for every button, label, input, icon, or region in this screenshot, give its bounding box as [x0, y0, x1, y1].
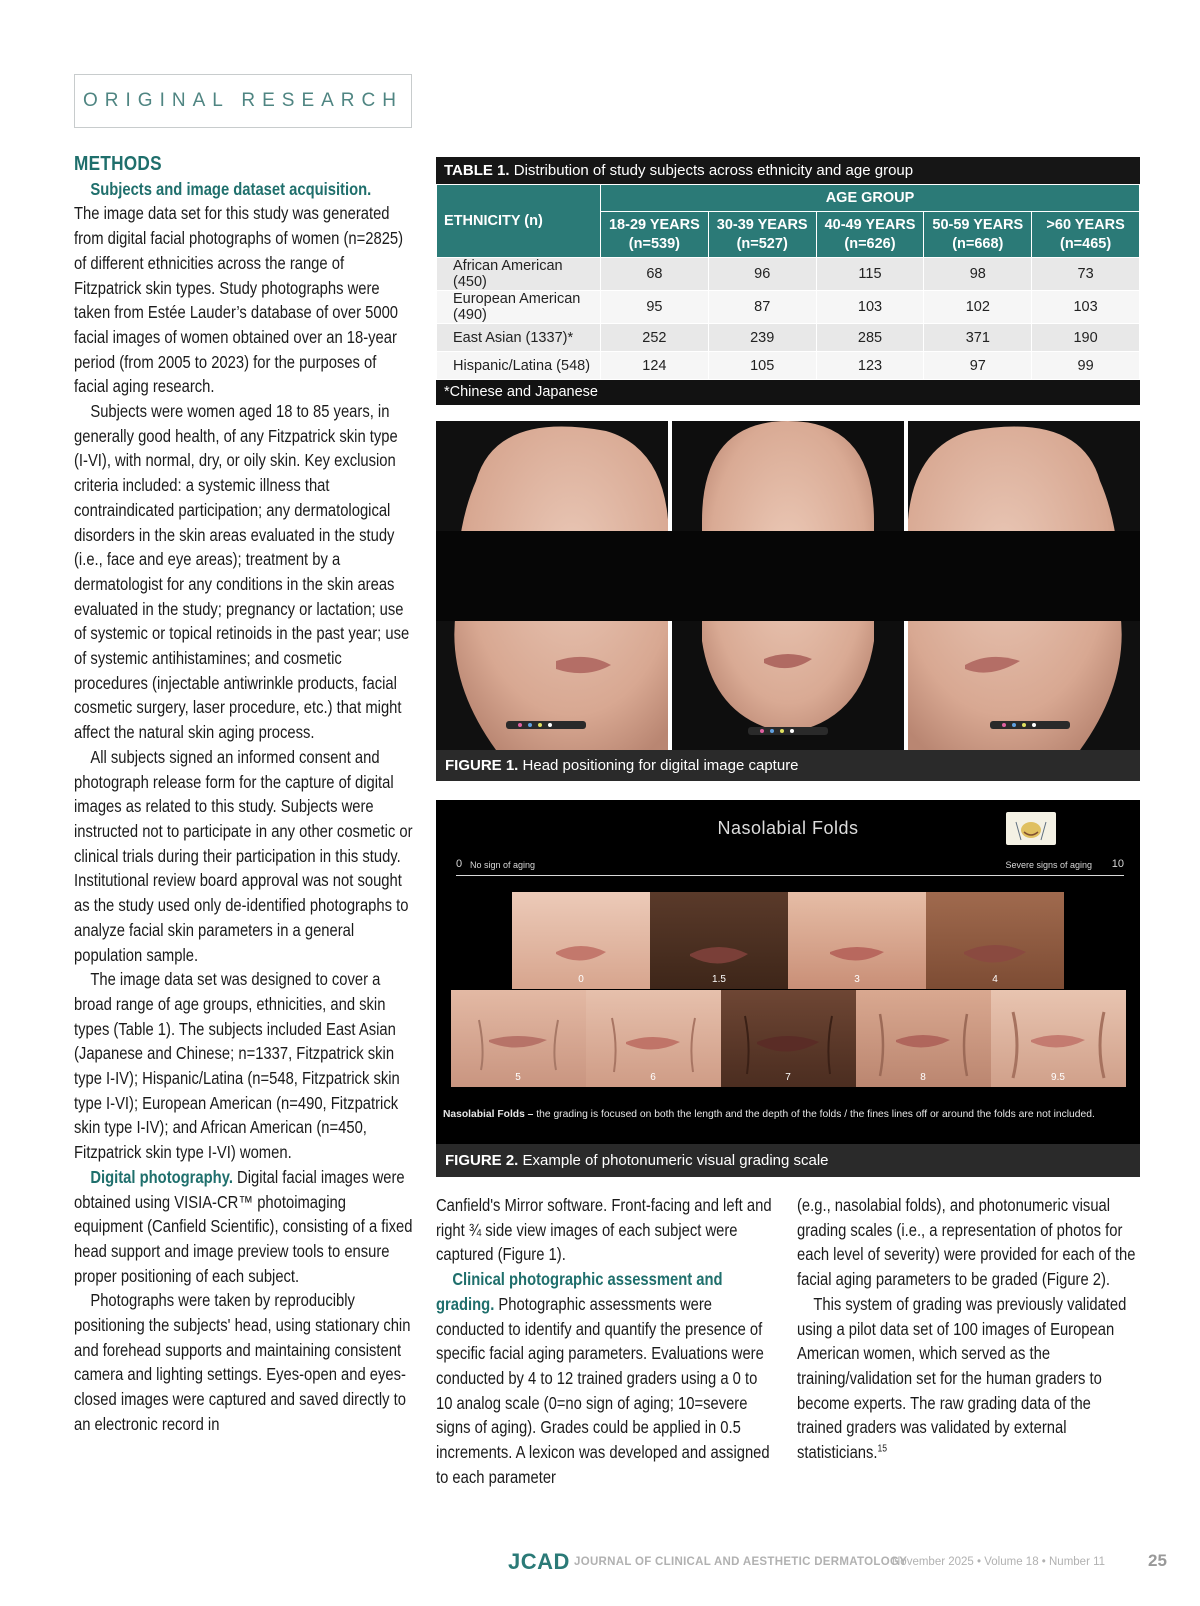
- grade-photo: [721, 990, 856, 1087]
- table-cell: 96: [708, 258, 816, 291]
- grade-photo: [650, 892, 788, 989]
- figure-2-title: Nasolabial Folds: [717, 818, 859, 838]
- row-label: African American (450): [437, 258, 601, 291]
- paragraph: The image data set was designed to cover a broad range of age groups, ethnicities, and skin types (Table 1). The subjects included East Asian (Japanese and Chinese; n=1337, Fitzpatrick skin type I-IV); Hispanic/Latina (n=548, Fitzpatrick skin type I-VI); European American (n=490, Fitzpatrick skin type I-IV); and African American (n=450, Fitzpatrick skin type I-VI) women.: [74, 969, 400, 1163]
- table-cell: 285: [816, 324, 924, 352]
- reference-number: 15: [877, 1443, 888, 1455]
- subheading-clinical-assessment: Clinical photographic assessment and grading.: [436, 1269, 723, 1314]
- grade-photo: [586, 990, 721, 1087]
- subheading-subjects: Subjects and image dataset acquisition.: [90, 178, 372, 199]
- eye-censor-bar: [436, 531, 1140, 621]
- grade-label: 8: [920, 1072, 926, 1083]
- table-cell: 103: [1032, 291, 1140, 324]
- figure-2-note: Nasolabial Folds – the grading is focused on both the length and the depth of the folds / the fines lines off or around the folds are not included.: [443, 1109, 1095, 1120]
- column-header: 40-49 YEARS (n=626): [816, 212, 924, 258]
- issue-info: November 2025 • Volume 18 • Number 11: [892, 1556, 1106, 1568]
- grade-label: 5: [515, 1072, 521, 1083]
- page-footer: [0, 1549, 1200, 1575]
- paragraph: Subjects were women aged 18 to 85 years, in generally good health, of any Fitzpatrick skin type (I-VI), with normal, dry, or oily skin. Key exclusion criteria included: a systemic illness that contraindicated participation; any dermatological disorders in the skin areas evaluated in the study (i.e., face and eye areas); treatment by a dermatologist for any conditions in the skin areas evaluated in the study; pregnancy or lactation; use of systemic or topical retinoids in the past year; use of systemic antihistamines; and cosmetic procedures (injectable antiwrinkle products, facial cosmetic surgery, laser procedure, etc.) that might affect the natural skin aging process.: [74, 401, 410, 743]
- table-cell: 105: [708, 352, 816, 380]
- figure-2: [436, 800, 1140, 1177]
- table-row: [437, 291, 1140, 324]
- paragraph: All subjects signed an informed consent and photograph release form for the capture of digital images as related to this study. Subjects were instructed not to participate in any other cosmetic or clinical trials during their participation in this study. Institutional review board approval was not sought as the study used only de-identified photographs to analyze facial skin parameters in a general population sample.: [74, 746, 413, 965]
- table-cell: 102: [924, 291, 1032, 324]
- grade-label: 7: [785, 1072, 791, 1083]
- table-label: TABLE 1.: [444, 162, 510, 179]
- grade-label: 9.5: [1051, 1072, 1065, 1083]
- grading-row-2: [436, 990, 1140, 1087]
- column-header: >60 YEARS (n=465): [1032, 212, 1140, 258]
- scale-min-label: No sign of aging: [470, 860, 536, 870]
- row-label: European American (490): [437, 291, 601, 324]
- table-cell: 95: [601, 291, 709, 324]
- table-caption: [436, 157, 1140, 184]
- figure-1-caption: FIGURE 1. Head positioning for digital image capture: [436, 750, 1140, 781]
- scale-max: 10: [1111, 858, 1124, 870]
- ethnicity-header: ETHNICITY (n): [437, 185, 601, 258]
- table-cell: 371: [924, 324, 1032, 352]
- table-footnote: *Chinese and Japanese: [436, 380, 1140, 405]
- row-label: East Asian (1337)*: [437, 324, 601, 352]
- table-caption-text: Distribution of study subjects across ethnicity and age group: [509, 162, 914, 179]
- paragraph-inline: Photographic assessments were conducted to identify and quantify the presence of specific facial aging parameters. Evaluations were conducted by 4 to 12 trained graders using a 0 to 10 analog scale (0=no sign of aging; 10=severe signs of aging). Grades could be applied in 0.5 increments. A lexicon was developed and assigned to each parameter: [436, 1293, 770, 1487]
- column-header: 50-59 YEARS (n=668): [924, 212, 1032, 258]
- grade-label: 1.5: [712, 974, 726, 985]
- table-cell: 123: [816, 352, 924, 380]
- grade-label: 0: [578, 974, 584, 985]
- age-group-header: AGE GROUP: [601, 185, 1140, 212]
- figure-1-photos: [436, 421, 1140, 750]
- left-column-text: [74, 152, 415, 1437]
- figure-2-caption: FIGURE 2. Example of photonumeric visual grading scale: [436, 1144, 1140, 1177]
- grading-scale-logo: [1006, 812, 1056, 845]
- grade-photo: [926, 892, 1064, 989]
- paragraph: Canfield's Mirror software. Front-facing and left and right ¾ side view images of each subject were captured (Figure 1).: [436, 1195, 772, 1265]
- grade-photo: [788, 892, 926, 989]
- table-1: [436, 157, 1140, 403]
- right-column: [797, 1193, 1137, 1465]
- row-label: Hispanic/Latina (548): [437, 352, 601, 380]
- table-row: [437, 324, 1140, 352]
- table-cell: 190: [1032, 324, 1140, 352]
- figure-1: [436, 421, 1140, 781]
- table-cell: 124: [601, 352, 709, 380]
- grade-photo: [451, 990, 586, 1087]
- table-cell: 252: [601, 324, 709, 352]
- paragraph: The image data set for this study was generated from digital facial photographs of women (n=2825) of different ethnicities across the range of Fitzpatrick skin types. Study photographs were taken from Estée Lauder’s database of over 5000 facial images of women obtained over an 18-year period (from 2005 to 2023) for the purposes of facial aging research.: [74, 203, 404, 397]
- journal-name: JOURNAL OF CLINICAL AND AESTHETIC DERMATOLOGY: [574, 1556, 908, 1568]
- table-cell: 99: [1032, 352, 1140, 380]
- table-grid: [436, 184, 1140, 380]
- paragraph: Photographs were taken by reproducibly positioning the subjects' head, using stationary chin and forehead supports and maintaining consistent camera and lighting settings. Eyes-open and eyes-closed images were captured and saved directly to an electronic record in: [74, 1290, 411, 1434]
- section-label: ORIGINAL RESEARCH: [74, 74, 412, 128]
- grading-scale-axis: [456, 875, 1124, 876]
- table-cell: 87: [708, 291, 816, 324]
- table-cell: 239: [708, 324, 816, 352]
- left-column: [74, 152, 414, 1437]
- paragraph: (e.g., nasolabial folds), and photonumeric visual grading scales (i.e., a representation of photos for each level of severity) were provided for each of the facial aging parameters to be graded (Figure 2).: [797, 1195, 1136, 1290]
- right-column-text: [797, 1193, 1138, 1465]
- grade-label: 6: [650, 1072, 656, 1083]
- scale-min: 0: [456, 858, 463, 870]
- table-cell: 103: [816, 291, 924, 324]
- methods-heading: METHODS: [74, 153, 162, 175]
- column-header: 30-39 YEARS (n=527): [708, 212, 816, 258]
- scale-max-label: Severe signs of aging: [1005, 860, 1092, 870]
- subheading-digital-photography: Digital photography.: [90, 1166, 233, 1187]
- page-number: 25: [1148, 1551, 1167, 1570]
- grade-photo: [512, 892, 650, 989]
- paragraph-inline: Digital facial images were obtained using VISIA-CR™ photoimaging equipment (Canfield Scientific), consisting of a fixed head support and image preview tools to ensure proper positioning of each subject.: [74, 1166, 413, 1286]
- table-row: [437, 258, 1140, 291]
- table-cell: 73: [1032, 258, 1140, 291]
- journal-logo: JCAD: [508, 1549, 570, 1574]
- grade-label: 3: [854, 974, 860, 985]
- table-cell: 68: [601, 258, 709, 291]
- table-row: [437, 352, 1140, 380]
- paragraph: This system of grading was previously validated using a pilot data set of 100 images of European American women, which served as the training/validation set for the human graders to become experts. The raw grading data of the trained graders was validated by external statisticians.$^{15}$: [797, 1293, 1127, 1463]
- table-cell: 98: [924, 258, 1032, 291]
- grade-photo: [856, 990, 991, 1087]
- middle-column-text: [436, 1193, 777, 1489]
- middle-column: [436, 1193, 776, 1489]
- grading-row-1: [436, 892, 1140, 989]
- grade-label: 4: [992, 974, 998, 985]
- table-cell: 97: [924, 352, 1032, 380]
- grade-photo: [991, 990, 1126, 1087]
- table-cell: 115: [816, 258, 924, 291]
- column-header: 18-29 YEARS (n=539): [601, 212, 709, 258]
- grading-scale-labels: [456, 858, 1124, 874]
